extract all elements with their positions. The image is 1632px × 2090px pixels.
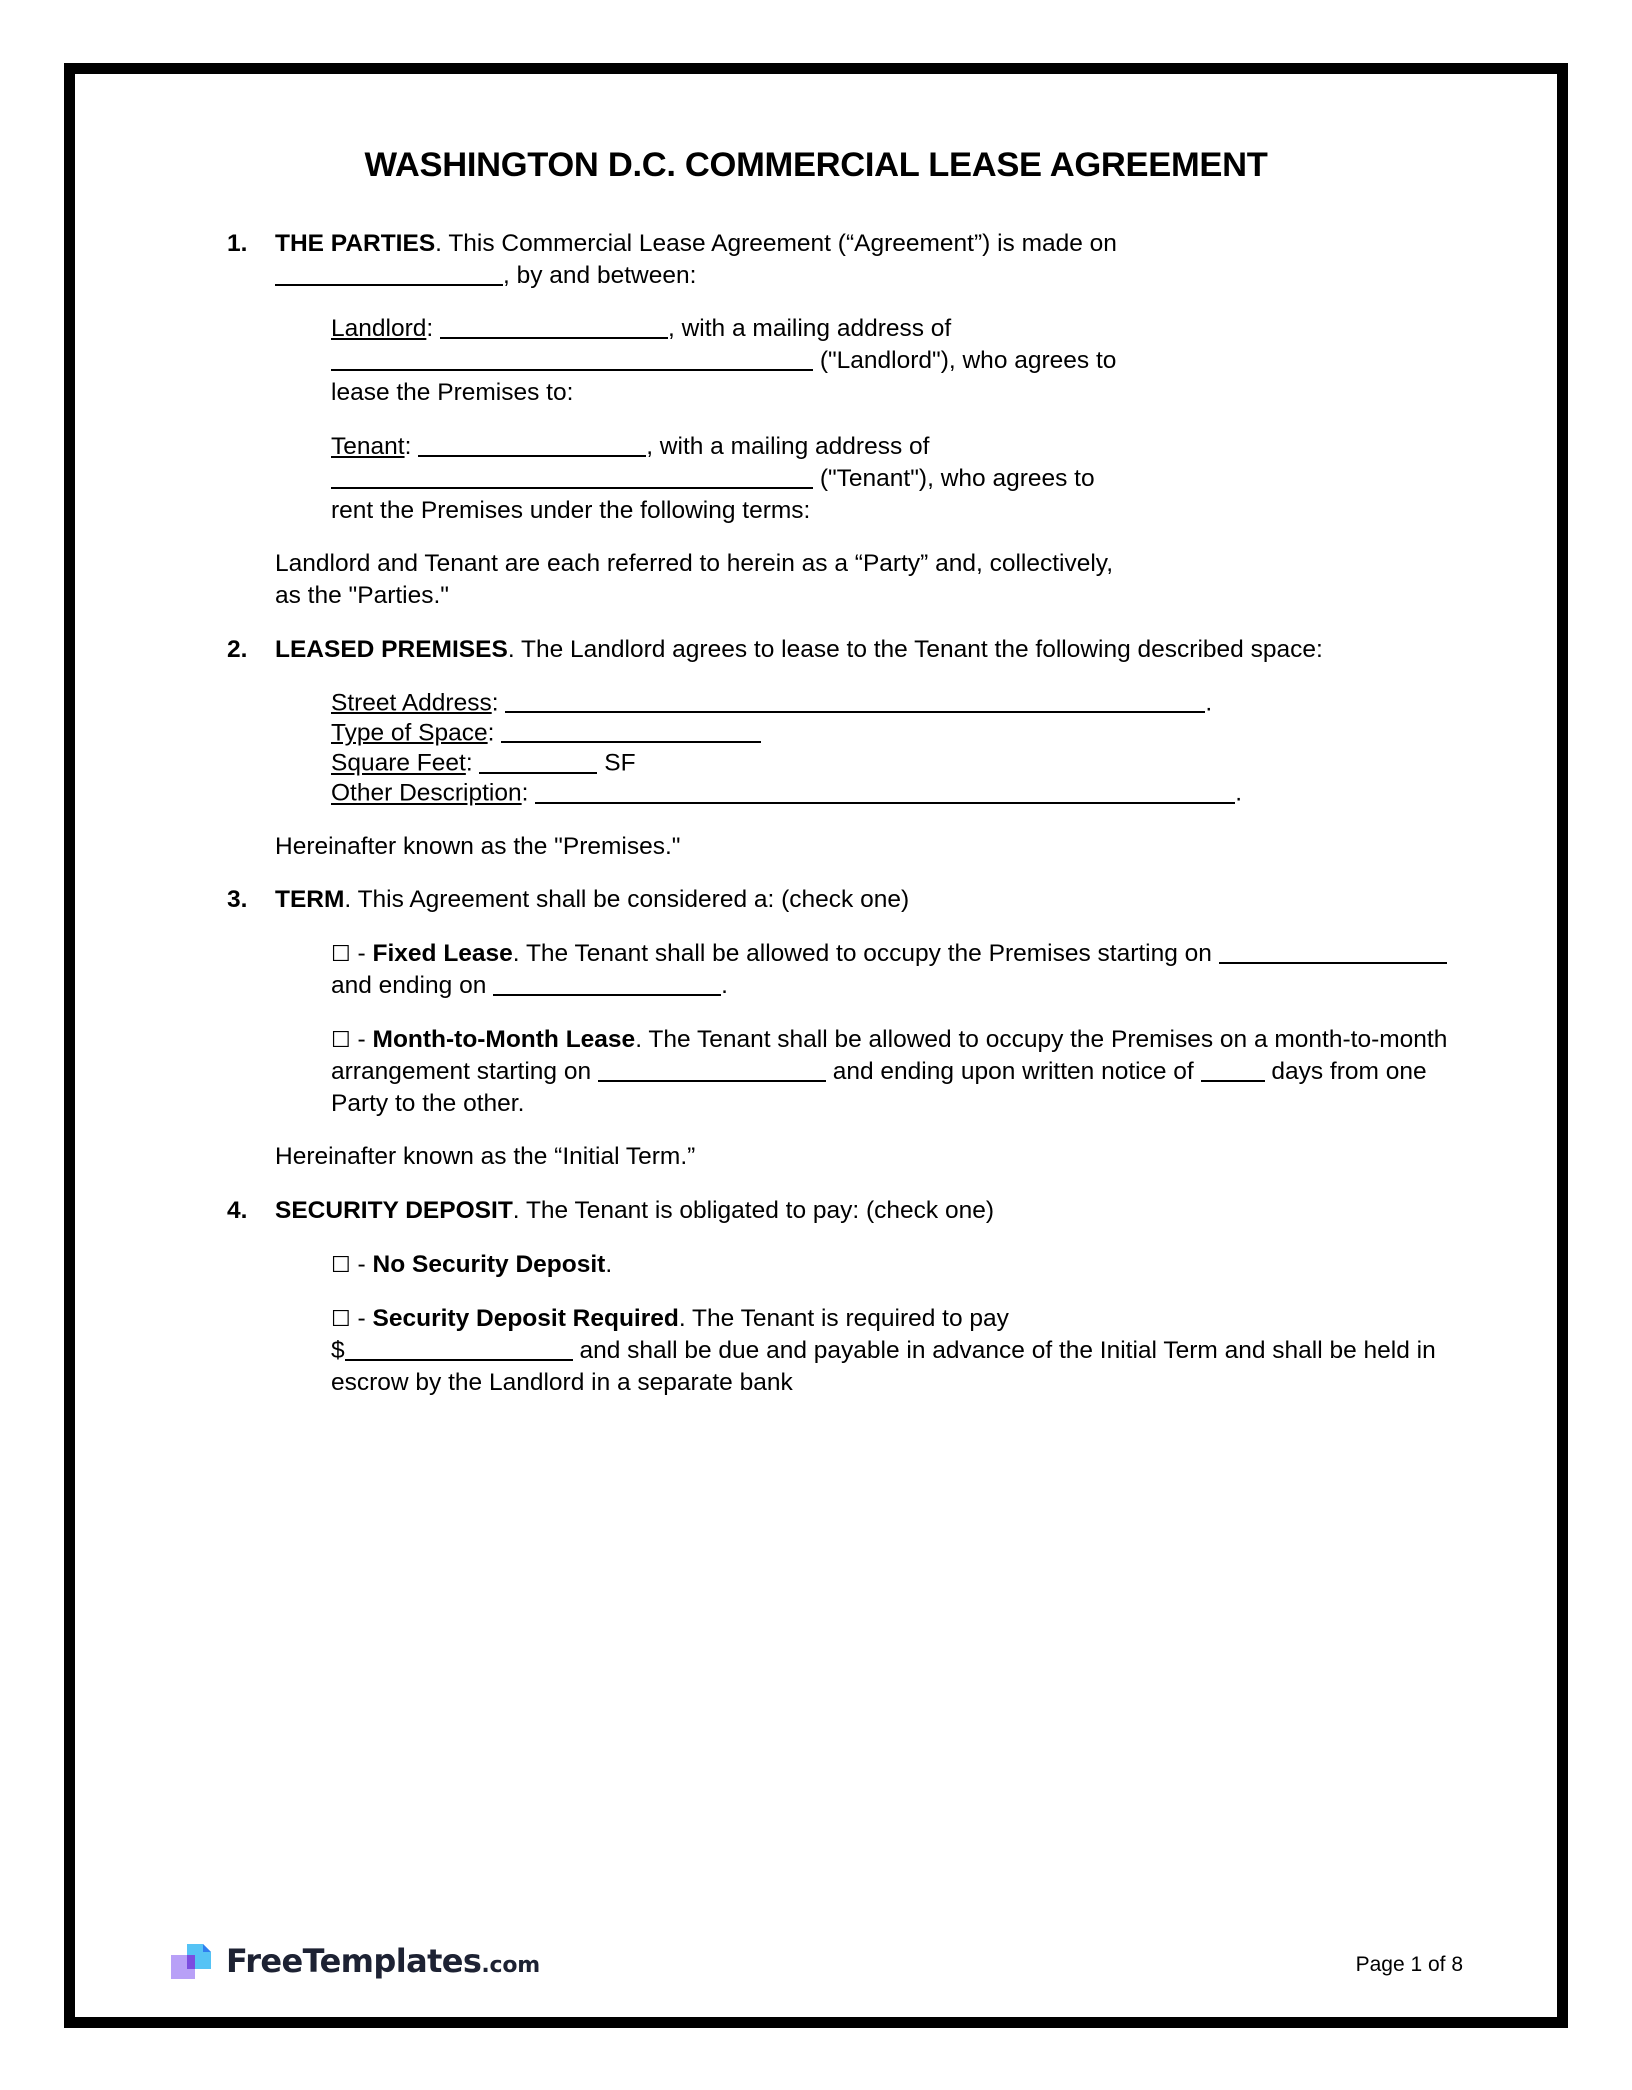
deposit-required-dash: -	[357, 1304, 366, 1332]
clause-intro-security-deposit: . The Tenant is obligated to pay: (check one)	[512, 1197, 995, 1225]
mtm-start-date-blank[interactable]	[598, 1056, 826, 1081]
document-page	[64, 63, 1568, 2028]
clause-intro-the-parties-b: , by and between:	[503, 261, 697, 289]
landlord-block: Landlord: , with a mailing address of ("Landlord"), who agrees to lease the Premises to:	[331, 315, 1117, 407]
clause-leased-premises	[151, 634, 1481, 666]
tenant-block: Tenant: , with a mailing address of ("Tenant"), who agrees to rent the Premises under the following terms:	[331, 432, 1095, 524]
clause-intro-leased-premises: . The Landlord agrees to lease to the Tenant the following described space:	[507, 636, 1323, 664]
deposit-amount-blank[interactable]	[345, 1336, 573, 1361]
tenant-name-blank[interactable]	[418, 432, 646, 457]
street-address-tail: .	[1205, 689, 1213, 717]
tenant-after-name: , with a mailing address of	[646, 432, 930, 460]
tenant-after-address: ("Tenant"), who agrees to	[819, 464, 1095, 492]
landlord-after-address: ("Landlord"), who agrees to	[819, 347, 1117, 375]
mtm-label: Month-to-Month Lease	[372, 1025, 636, 1053]
no-deposit-tail: .	[605, 1251, 613, 1279]
mtm-dash: -	[357, 1025, 366, 1053]
clause-term	[151, 884, 1481, 916]
landlord-tail: lease the Premises to:	[331, 379, 574, 407]
checkbox-security-deposit-required-icon[interactable]: ☐	[331, 1306, 351, 1332]
fixed-lease-text-b: and ending on	[331, 972, 487, 1000]
clause-number-4: 4.	[227, 1197, 248, 1225]
brand-suffix: .com	[481, 1953, 540, 1978]
clause-the-parties	[151, 228, 1481, 292]
landlord-name-blank[interactable]	[440, 314, 668, 339]
parties-note-line-1: Landlord and Tenant are each referred to herein as a “Party” and, collectively,	[275, 550, 1114, 578]
type-of-space-label: Type of Space	[331, 719, 488, 747]
deposit-currency-symbol: $	[331, 1336, 345, 1364]
tenant-tail: rent the Premises under the following terms:	[331, 496, 811, 524]
fixed-lease-end-date-blank[interactable]	[493, 971, 721, 996]
fixed-lease-start-date-blank[interactable]	[1219, 939, 1447, 964]
landlord-label: Landlord	[331, 315, 427, 343]
tenant-address-blank[interactable]	[331, 463, 813, 488]
clause-security-deposit	[151, 1195, 1481, 1227]
clause-intro-the-parties-a: . This Commercial Lease Agreement (“Agreement”) is made on	[435, 229, 1117, 257]
street-address-blank[interactable]	[505, 688, 1205, 713]
other-description-blank[interactable]	[535, 778, 1235, 803]
option-security-deposit-required[interactable]	[151, 1303, 1481, 1399]
landlord-address-blank[interactable]	[331, 346, 813, 371]
term-hereinafter: Hereinafter known as the “Initial Term.”	[275, 1143, 696, 1171]
brand-name: FreeTemplates	[226, 1942, 482, 1980]
brand-logo[interactable]	[169, 1939, 540, 1983]
clause-number-3: 3.	[227, 886, 248, 914]
page-title: WASHINGTON D.C. COMMERCIAL LEASE AGREEMENT	[364, 146, 1268, 184]
no-deposit-dash: -	[357, 1251, 366, 1279]
landlord-after-name: , with a mailing address of	[667, 315, 952, 343]
type-of-space-blank[interactable]	[501, 718, 761, 743]
fixed-lease-text-c: .	[721, 972, 728, 1000]
mtm-text-a: . The Tenant shall be allowed to occupy the Premises on a month-to-month arrangement starting on	[331, 1025, 1448, 1085]
clause-number-2: 2.	[227, 636, 248, 664]
freetemplates-logo-icon	[169, 1939, 213, 1983]
checkbox-fixed-lease-icon[interactable]: ☐	[331, 942, 351, 968]
mtm-text-b: and ending upon written notice of	[832, 1057, 1194, 1085]
parties-definition-note	[151, 548, 1481, 612]
option-fixed-lease[interactable]	[151, 938, 1481, 1002]
mtm-text-c: days from one Party to the other.	[331, 1057, 1427, 1117]
square-feet-unit: SF	[604, 749, 636, 777]
square-feet-blank[interactable]	[479, 748, 597, 773]
agreement-date-blank[interactable]	[275, 260, 503, 285]
fixed-lease-label: Fixed Lease	[372, 940, 513, 968]
clause-number-1: 1.	[227, 229, 248, 257]
clause-heading-leased-premises: LEASED PREMISES	[275, 636, 508, 664]
page-number: Page 1 of 8	[1355, 1953, 1463, 1976]
document-content	[75, 74, 1557, 1420]
option-month-to-month-lease[interactable]	[151, 1024, 1481, 1120]
checkbox-no-security-deposit-icon[interactable]: ☐	[331, 1253, 351, 1279]
tenant-label: Tenant	[331, 432, 405, 460]
other-description-label: Other Description	[331, 779, 522, 807]
deposit-required-text-b: and shall be due and payable in advance of the Initial Term and shall be held in escrow by the Landlord in a separate bank	[331, 1336, 1436, 1396]
parties-note-line-2: as the "Parties."	[275, 582, 450, 610]
brand-wordmark	[226, 1942, 540, 1980]
fixed-lease-dash: -	[357, 940, 366, 968]
premises-hereinafter: Hereinafter known as the "Premises."	[275, 832, 681, 860]
clause-heading-term: TERM	[275, 886, 345, 914]
other-description-tail: .	[1235, 779, 1243, 807]
deposit-required-text-a: . The Tenant is required to pay	[678, 1304, 1009, 1332]
mtm-notice-days-blank[interactable]	[1201, 1056, 1265, 1081]
square-feet-label: Square Feet	[331, 749, 466, 777]
page-footer	[75, 1899, 1557, 2017]
street-address-label: Street Address	[331, 689, 492, 717]
clause-heading-security-deposit: SECURITY DEPOSIT	[275, 1197, 513, 1225]
fixed-lease-text-a: . The Tenant shall be allowed to occupy the Premises starting on	[512, 940, 1212, 968]
deposit-required-label: Security Deposit Required	[372, 1304, 679, 1332]
clause-intro-term: . This Agreement shall be considered a: (check one)	[344, 886, 910, 914]
no-deposit-label: No Security Deposit	[372, 1251, 606, 1279]
premises-fields: Street Address: . Type of Space: Square Feet: SF Other Description: .	[331, 689, 1243, 807]
checkbox-month-to-month-icon[interactable]: ☐	[331, 1027, 351, 1053]
option-no-security-deposit[interactable]	[151, 1249, 1481, 1281]
clause-heading-the-parties: THE PARTIES	[275, 229, 436, 257]
